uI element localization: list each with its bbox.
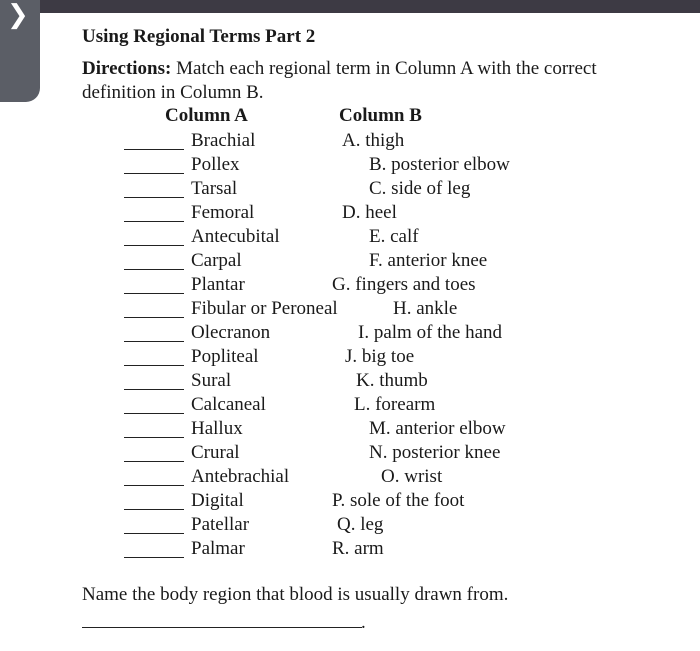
column-a-term: Plantar bbox=[191, 274, 245, 295]
column-b-definition: K. thumb bbox=[356, 370, 428, 391]
directions-label: Directions: bbox=[82, 58, 172, 79]
column-a-term: Digital bbox=[191, 490, 244, 511]
column-b-definition: I. palm of the hand bbox=[358, 322, 503, 343]
column-a-term: Carpal bbox=[191, 250, 242, 271]
answer-period: . bbox=[361, 612, 366, 633]
column-a-term: Crural bbox=[191, 442, 240, 463]
column-a-header: Column A bbox=[165, 105, 248, 126]
match-row bbox=[0, 321, 700, 345]
column-b-definition: M. anterior elbow bbox=[369, 418, 506, 439]
question-text: Name the body region that blood is usually drawn from. bbox=[82, 584, 509, 605]
directions bbox=[82, 57, 602, 105]
answer-blank[interactable] bbox=[124, 365, 184, 366]
column-b-definition: H. ankle bbox=[393, 298, 458, 319]
answer-blank[interactable] bbox=[124, 557, 184, 558]
answer-blank[interactable] bbox=[124, 245, 184, 246]
match-row bbox=[0, 297, 700, 321]
column-b-definition: D. heel bbox=[342, 202, 397, 223]
column-a-term: Patellar bbox=[191, 514, 250, 535]
answer-blank[interactable] bbox=[124, 293, 184, 294]
column-a-term: Pollex bbox=[191, 154, 240, 175]
match-row bbox=[0, 249, 700, 273]
answer-blank[interactable] bbox=[82, 627, 362, 628]
column-a-term: Tarsal bbox=[191, 178, 238, 199]
column-b-definition: F. anterior knee bbox=[369, 250, 488, 271]
answer-blank[interactable] bbox=[124, 389, 184, 390]
match-row bbox=[0, 537, 700, 561]
column-a-term: Fibular or Peroneal bbox=[191, 298, 338, 319]
match-row bbox=[0, 393, 700, 417]
match-row bbox=[0, 441, 700, 465]
answer-blank[interactable] bbox=[124, 509, 184, 510]
answer-blank[interactable] bbox=[124, 173, 184, 174]
match-row bbox=[0, 345, 700, 369]
answer-blank[interactable] bbox=[124, 317, 184, 318]
column-b-definition: J. big toe bbox=[345, 346, 415, 367]
column-b-definition: R. arm bbox=[332, 538, 384, 559]
match-row bbox=[0, 369, 700, 393]
column-b-definition: P. sole of the foot bbox=[332, 490, 465, 511]
column-a-term: Hallux bbox=[191, 418, 243, 439]
column-b-definition: A. thigh bbox=[342, 130, 405, 151]
page-title: Using Regional Terms Part 2 bbox=[82, 26, 316, 47]
column-a-term: Antebrachial bbox=[191, 466, 290, 487]
column-a-term: Olecranon bbox=[191, 322, 271, 343]
chevron-right-icon: ❯ bbox=[7, 0, 29, 30]
column-b-definition: C. side of leg bbox=[369, 178, 471, 199]
answer-blank[interactable] bbox=[124, 341, 184, 342]
column-b-definition: E. calf bbox=[369, 226, 419, 247]
answer-blank[interactable] bbox=[124, 485, 184, 486]
match-row bbox=[0, 177, 700, 201]
answer-blank[interactable] bbox=[124, 413, 184, 414]
column-a-term: Palmar bbox=[191, 538, 245, 559]
column-a-term: Brachial bbox=[191, 130, 256, 151]
answer-blank[interactable] bbox=[124, 197, 184, 198]
column-b-definition: G. fingers and toes bbox=[332, 274, 476, 295]
column-a-term: Antecubital bbox=[191, 226, 280, 247]
column-a-term: Calcaneal bbox=[191, 394, 266, 415]
match-row bbox=[0, 489, 700, 513]
answer-blank[interactable] bbox=[124, 269, 184, 270]
answer-blank[interactable] bbox=[124, 461, 184, 462]
answer-blank[interactable] bbox=[124, 533, 184, 534]
answer-blank[interactable] bbox=[124, 149, 184, 150]
answer-blank[interactable] bbox=[124, 437, 184, 438]
column-b-definition: O. wrist bbox=[381, 466, 443, 487]
match-row bbox=[0, 465, 700, 489]
back-button[interactable] bbox=[0, 0, 40, 102]
column-b-definition: N. posterior knee bbox=[369, 442, 501, 463]
match-row bbox=[0, 513, 700, 537]
column-b-header: Column B bbox=[339, 105, 422, 126]
column-b-definition: L. forearm bbox=[354, 394, 436, 415]
top-bar bbox=[0, 0, 700, 13]
column-b-definition: Q. leg bbox=[337, 514, 384, 535]
answer-blank[interactable] bbox=[124, 221, 184, 222]
match-row bbox=[0, 129, 700, 153]
column-a-term: Popliteal bbox=[191, 346, 259, 367]
match-row bbox=[0, 273, 700, 297]
directions-text: Match each regional term in Column A with the correct definition in Column B. bbox=[82, 58, 597, 103]
match-row bbox=[0, 225, 700, 249]
column-b-definition: B. posterior elbow bbox=[369, 154, 510, 175]
match-row bbox=[0, 201, 700, 225]
column-a-term: Femoral bbox=[191, 202, 255, 223]
match-row bbox=[0, 153, 700, 177]
column-a-term: Sural bbox=[191, 370, 232, 391]
match-row bbox=[0, 417, 700, 441]
